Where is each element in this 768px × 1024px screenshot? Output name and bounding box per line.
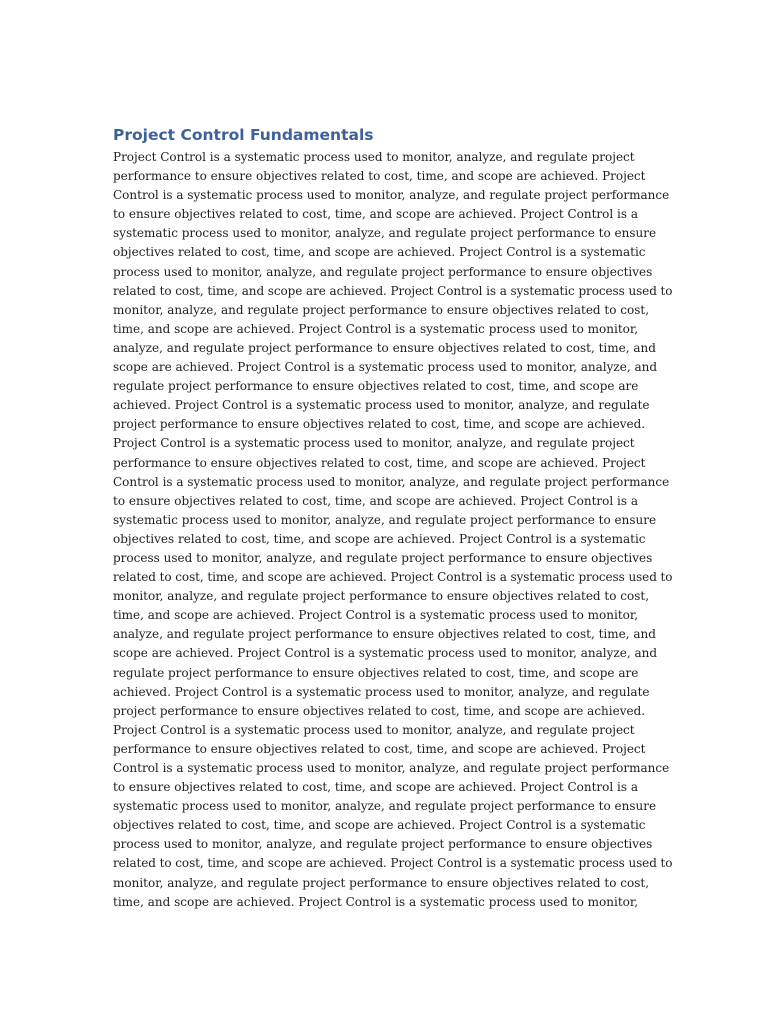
body-line: process used to monitor, analyze, and regulate project performance to ensure objectives [113,837,653,852]
body-line: process used to monitor, analyze, and regulate project performance to ensure objectives [113,264,653,279]
body-line: monitor, analyze, and regulate project performance to ensure objectives related to cost, [113,875,650,890]
body-line: Control is a systematic process used to monitor, analyze, and regulate project performance [113,188,670,203]
body-line: regulate project performance to ensure objectives related to cost, time, and scope are [113,665,639,680]
body-line: scope are achieved. Project Control is a systematic process used to monitor, analyze, and [113,360,658,375]
body-line: process used to monitor, analyze, and regulate project performance to ensure objectives [113,550,653,565]
body-line: Control is a systematic process used to monitor, analyze, and regulate project performance [113,761,670,775]
body-line: performance to ensure objectives related to cost, time, and scope are achieved. Project [113,169,646,184]
body-line: Project Control is a systematic process used to monitor, analyze, and regulate project [113,150,635,164]
body-line: to ensure objectives related to cost, time, and scope are achieved. Project Control is a [113,780,638,795]
body-line: related to cost, time, and scope are achieved. Project Control is a systematic process used to [113,856,673,871]
body-line: performance to ensure objectives related to cost, time, and scope are achieved. Project [113,741,646,756]
body-line: achieved. Project Control is a systematic process used to monitor, analyze, and regulate [113,398,650,413]
body-line: Project Control is a systematic process used to monitor, analyze, and regulate project [113,722,635,737]
body-line: Project Control is a systematic process used to monitor, analyze, and regulate project [113,436,635,451]
body-line: analyze, and regulate project performance to ensure objectives related to cost, time, and [113,340,656,355]
document-heading: Project Control Fundamentals [113,126,374,144]
body-line: monitor, analyze, and regulate project performance to ensure objectives related to cost, [113,302,650,317]
body-line: time, and scope are achieved. Project Control is a systematic process used to monitor, [113,894,639,909]
body-line: to ensure objectives related to cost, time, and scope are achieved. Project Control is a [113,493,638,508]
body-line: objectives related to cost, time, and scope are achieved. Project Control is a systematic [113,818,646,833]
body-line: performance to ensure objectives related to cost, time, and scope are achieved. Project [113,455,646,470]
body-line: systematic process used to monitor, analyze, and regulate project performance to ensure [113,799,657,814]
body-line: regulate project performance to ensure objectives related to cost, time, and scope are [113,379,639,394]
body-line: systematic process used to monitor, analyze, and regulate project performance to ensure [113,512,657,527]
body-line: time, and scope are achieved. Project Control is a systematic process used to monitor, [113,608,639,623]
body-line: objectives related to cost, time, and scope are achieved. Project Control is a systematic [113,245,646,260]
body-line: related to cost, time, and scope are achieved. Project Control is a systematic process used to [113,283,673,298]
body-line: project performance to ensure objectives related to cost, time, and scope are achieved. [113,703,646,718]
document-body [113,148,673,912]
body-line: related to cost, time, and scope are achieved. Project Control is a systematic process used to [113,570,673,585]
body-line: monitor, analyze, and regulate project performance to ensure objectives related to cost, [113,589,650,604]
body-line: analyze, and regulate project performance to ensure objectives related to cost, time, and [113,627,656,642]
body-line: Control is a systematic process used to monitor, analyze, and regulate project performance [113,474,670,489]
body-line: project performance to ensure objectives related to cost, time, and scope are achieved. [113,417,646,432]
body-line: systematic process used to monitor, analyze, and regulate project performance to ensure [113,226,657,241]
body-line: to ensure objectives related to cost, time, and scope are achieved. Project Control is a [113,207,638,222]
body-line: time, and scope are achieved. Project Control is a systematic process used to monitor, [113,321,639,336]
body-line: scope are achieved. Project Control is a systematic process used to monitor, analyze, and [113,646,658,661]
body-line: objectives related to cost, time, and scope are achieved. Project Control is a systematic [113,531,646,546]
body-line: achieved. Project Control is a systematic process used to monitor, analyze, and regulate [113,684,650,699]
